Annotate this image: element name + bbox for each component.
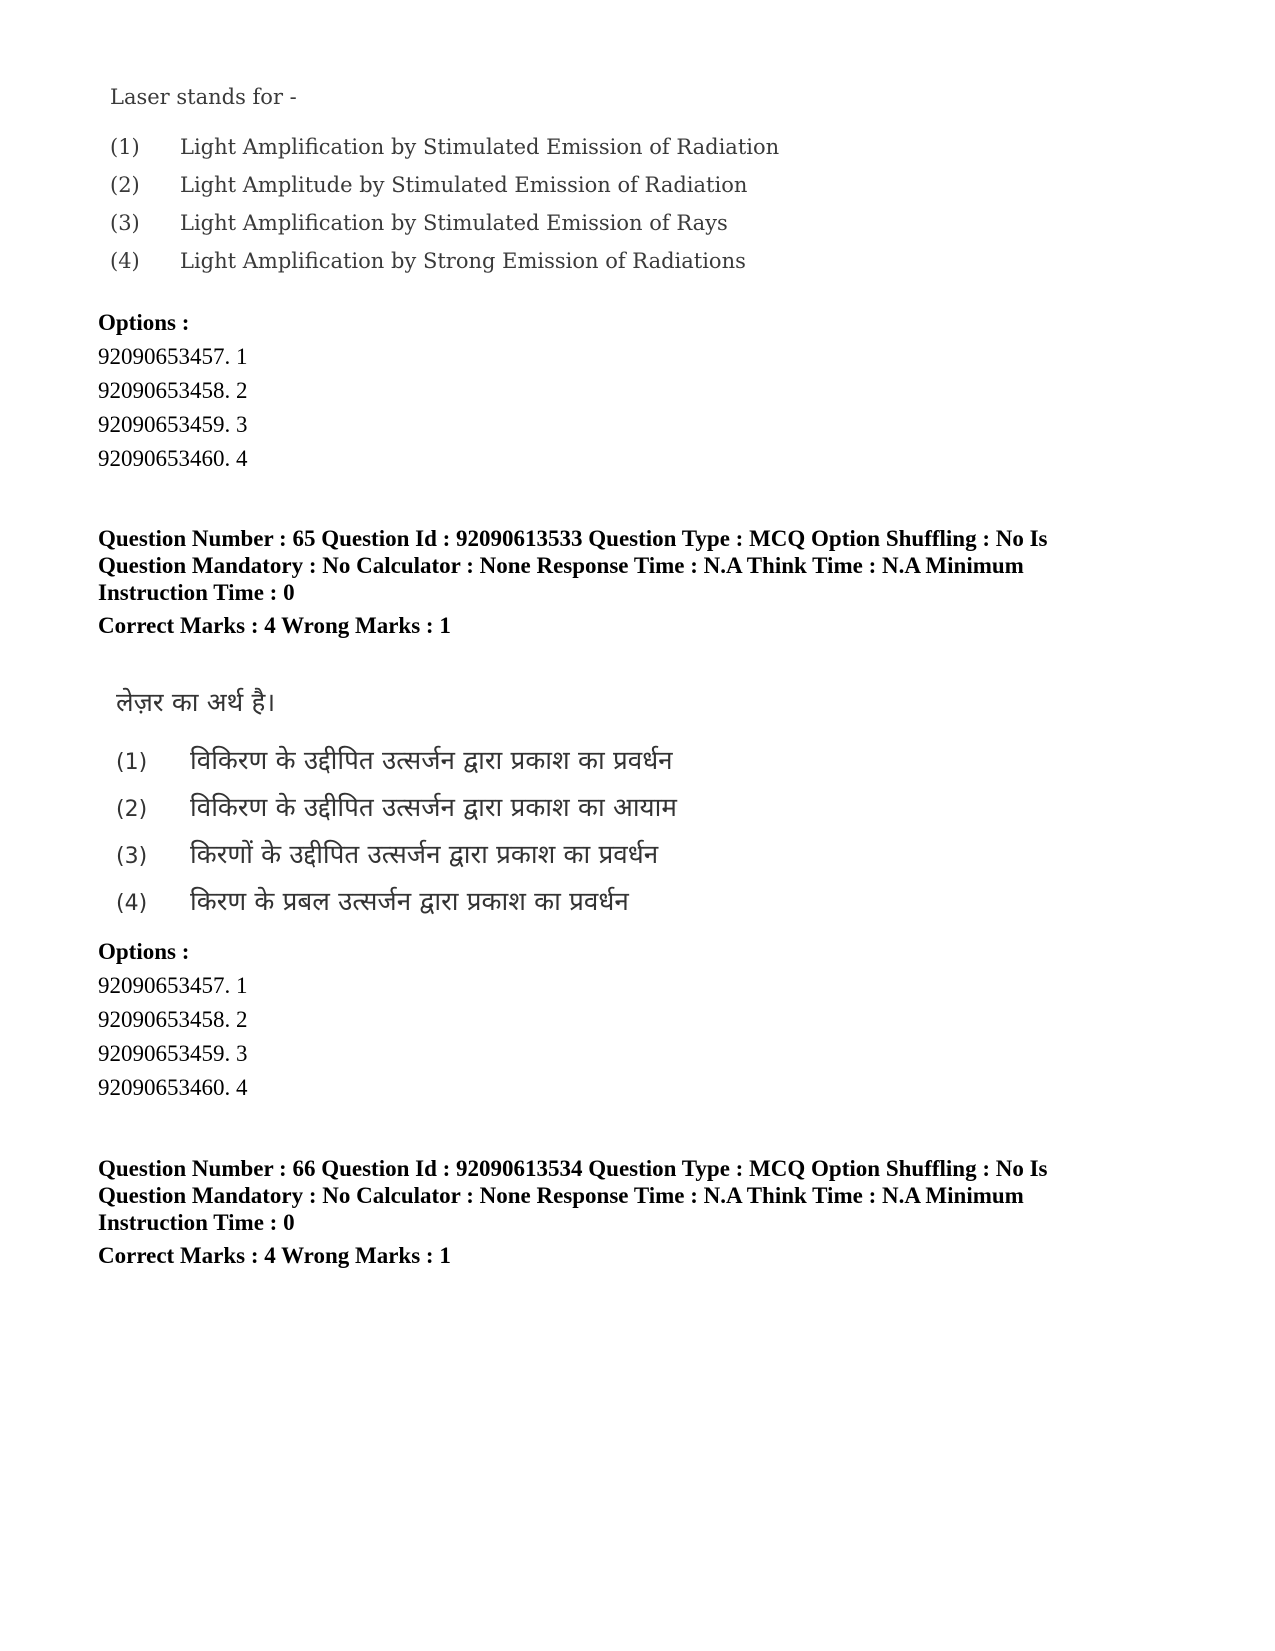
question-option [110,166,830,204]
option-id: 92090653459. 3 [98,412,248,437]
question-option [116,879,816,926]
option-number: (2) [110,173,140,197]
question-stem: Laser stands for - [110,85,297,109]
question-option [116,785,816,832]
option-number: (4) [116,891,148,916]
option-id: 92090653457. 1 [98,973,248,998]
meta-line: Question Number : 65 Question Id : 92090613533 Question Type : MCQ Option Shuffling : No Is [98,526,1048,551]
options-block [98,306,248,476]
option-id: 92090653460. 4 [98,1075,248,1100]
option-id: 92090653458. 2 [98,1007,248,1032]
option-id: 92090653458. 2 [98,378,248,403]
question-option [110,204,830,242]
option-number: (1) [110,135,140,159]
question-option [110,242,830,280]
question-image-english [110,84,830,280]
meta-line: Instruction Time : 0 [98,580,295,605]
question-marks: Correct Marks : 4 Wrong Marks : 1 [98,1243,451,1268]
question-stem: लेज़र का अर्थ है। [116,688,276,718]
options-heading: Options : [98,939,190,964]
option-number: (2) [116,797,148,822]
option-number: (3) [116,844,148,869]
meta-line: Question Mandatory : No Calculator : None Response Time : N.A Think Time : N.A Minimum [98,1183,1024,1208]
question-meta [98,1155,1188,1236]
option-id: 92090653460. 4 [98,446,248,471]
options-block [98,935,248,1105]
question-option [116,832,816,879]
question-option [110,128,830,166]
option-text: विकिरण के उद्दीपित उत्सर्जन द्वारा प्रकाश का आयाम [190,793,677,823]
option-number: (4) [110,249,140,273]
meta-line: Instruction Time : 0 [98,1210,295,1235]
option-text: Light Amplification by Stimulated Emission of Rays [180,211,728,235]
question-image-hindi [116,686,816,926]
question-marks: Correct Marks : 4 Wrong Marks : 1 [98,613,451,638]
option-text: किरण के प्रबल उत्सर्जन द्वारा प्रकाश का प्रवर्धन [190,887,629,917]
option-text: विकिरण के उद्दीपित उत्सर्जन द्वारा प्रकाश का प्रवर्धन [190,746,673,776]
question-meta [98,525,1188,606]
meta-line: Question Number : 66 Question Id : 92090613534 Question Type : MCQ Option Shuffling : No Is [98,1156,1048,1181]
option-id: 92090653457. 1 [98,344,248,369]
question-option [116,738,816,785]
option-text: किरणों के उद्दीपित उत्सर्जन द्वारा प्रकाश का प्रवर्धन [190,840,659,870]
option-number: (1) [116,750,148,775]
option-number: (3) [110,211,140,235]
option-text: Light Amplitude by Stimulated Emission of Radiation [180,173,748,197]
option-text: Light Amplification by Stimulated Emission of Radiation [180,135,780,159]
meta-line: Question Mandatory : No Calculator : None Response Time : N.A Think Time : N.A Minimum [98,553,1024,578]
option-id: 92090653459. 3 [98,1041,248,1066]
options-heading: Options : [98,310,190,335]
option-text: Light Amplification by Strong Emission of Radiations [180,249,746,273]
